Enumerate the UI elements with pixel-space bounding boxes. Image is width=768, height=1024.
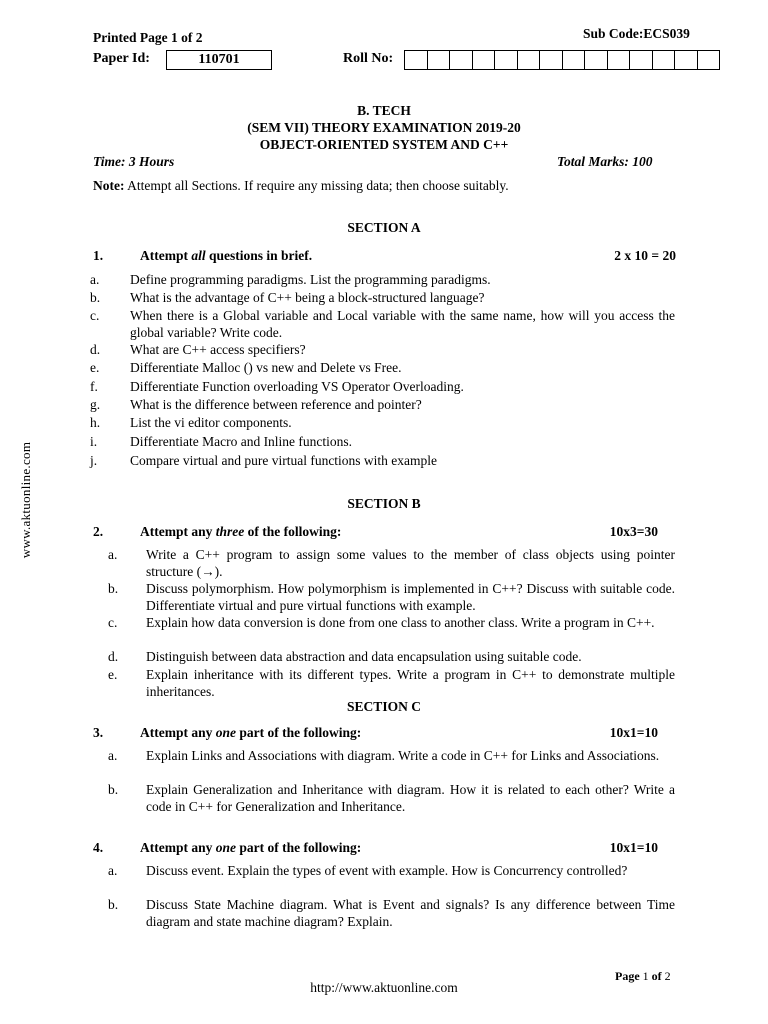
footer-url[interactable]: http://www.aktuonline.com xyxy=(310,980,458,995)
question-marks: 10x1=10 xyxy=(609,840,658,855)
section-c-heading: SECTION C xyxy=(347,699,421,714)
list-item: i. Differentiate Macro and Inline functions. xyxy=(90,434,353,449)
question-number: 3. xyxy=(93,725,104,740)
roll-digit-box[interactable] xyxy=(630,51,653,69)
sub-code: Sub Code:ECS039 xyxy=(583,26,690,41)
list-item: a. Discuss event. Explain the types of event with example. How is Concurrency controlled? xyxy=(108,863,628,878)
list-item: a. Define programming paradigms. List the programming paradigms. xyxy=(90,272,491,287)
list-item: a. Write a C++ program to assign some values to the member of class objects using pointer structure (→). xyxy=(108,547,675,579)
note-label: Note: xyxy=(93,178,125,193)
roll-digit-box[interactable] xyxy=(518,51,541,69)
roll-digit-box[interactable] xyxy=(540,51,563,69)
title-subject: OBJECT-ORIENTED SYSTEM AND C++ xyxy=(259,137,509,152)
roll-digit-box[interactable] xyxy=(608,51,631,69)
roll-digit-box[interactable] xyxy=(675,51,698,69)
question-instruction: Attempt all questions in brief. xyxy=(140,248,313,263)
question-marks: 10x3=30 xyxy=(609,524,658,539)
title-degree: B. TECH xyxy=(357,103,411,118)
section-b-heading: SECTION B xyxy=(347,496,421,511)
list-item: g. What is the difference between reference and pointer? xyxy=(90,397,422,412)
list-item: a. Explain Links and Associations with diagram. Write a code in C++ for Links and Associations. xyxy=(108,748,660,763)
list-item: b. What is the advantage of C++ being a block-structured language? xyxy=(90,290,485,305)
question-marks: 10x1=10 xyxy=(609,725,658,740)
paper-id-label: Paper Id: xyxy=(93,51,150,66)
roll-digit-box[interactable] xyxy=(563,51,586,69)
roll-digit-box[interactable] xyxy=(585,51,608,69)
list-item: d. What are C++ access specifiers? xyxy=(90,342,306,357)
roll-digit-box[interactable] xyxy=(653,51,676,69)
list-item: f. Differentiate Function overloading VS Operator Overloading. xyxy=(90,379,464,394)
list-item: e. Differentiate Malloc () vs new and Delete vs Free. xyxy=(90,360,402,375)
note xyxy=(93,178,509,194)
paper-id-box: 110701 xyxy=(166,50,272,70)
list-item: e. Explain inheritance with its different types. Write a program in C++ to demonstrate multiple inheritances. xyxy=(108,667,675,699)
question-number: 4. xyxy=(93,840,104,855)
question-instruction: Attempt any one part of the following: xyxy=(140,840,362,855)
list-item: c. Explain how data conversion is done from one class to another class. Write a program in C++. xyxy=(108,615,655,630)
list-item: b. Explain Generalization and Inheritance with diagram. How it is related to each other? Write a code in C++ for Generalization and Inheritance. xyxy=(108,782,675,814)
list-item: h. List the vi editor components. xyxy=(90,415,292,430)
time-allowed: Time: 3 Hours xyxy=(93,154,175,169)
list-item: d. Distinguish between data abstraction and data encapsulation using suitable code. xyxy=(108,649,582,664)
roll-digit-box[interactable] xyxy=(428,51,451,69)
total-marks: Total Marks: 100 xyxy=(557,154,653,169)
note-text: Attempt all Sections. If require any missing data; then choose suitably. xyxy=(124,178,509,193)
list-item: b. Discuss State Machine diagram. What is Event and signals? Is any difference between Time diagram and state machine diagram? Explain. xyxy=(108,897,675,929)
question-marks: 2 x 10 = 20 xyxy=(614,248,676,263)
list-item: c. When there is a Global variable and Local variable with the same name, how will you access the global variable? Write code. xyxy=(90,308,675,340)
list-item: b. Discuss polymorphism. How polymorphism is implemented in C++? Discuss with suitable code. Differentiate virtual and pure virtual functions with example. xyxy=(108,581,675,613)
page-number: Page 1 of 2 xyxy=(615,969,671,983)
roll-digit-box[interactable] xyxy=(405,51,428,69)
roll-no-label: Roll No: xyxy=(343,51,394,66)
roll-digit-box[interactable] xyxy=(450,51,473,69)
roll-digit-box[interactable] xyxy=(698,51,721,69)
roll-no-boxes[interactable] xyxy=(404,50,720,70)
printed-page-label: Printed Page 1 of 2 xyxy=(93,30,203,45)
side-watermark-url: www.aktuonline.com xyxy=(18,441,33,559)
section-a-heading: SECTION A xyxy=(347,220,421,235)
question-number: 1. xyxy=(93,248,104,263)
roll-digit-box[interactable] xyxy=(473,51,496,69)
list-item: j. Compare virtual and pure virtual functions with example xyxy=(90,453,438,468)
question-number: 2. xyxy=(93,524,104,539)
roll-digit-box[interactable] xyxy=(495,51,518,69)
question-instruction: Attempt any one part of the following: xyxy=(140,725,362,740)
title-exam: (SEM VII) THEORY EXAMINATION 2019-20 xyxy=(247,120,521,135)
question-instruction: Attempt any three of the following: xyxy=(140,524,342,539)
